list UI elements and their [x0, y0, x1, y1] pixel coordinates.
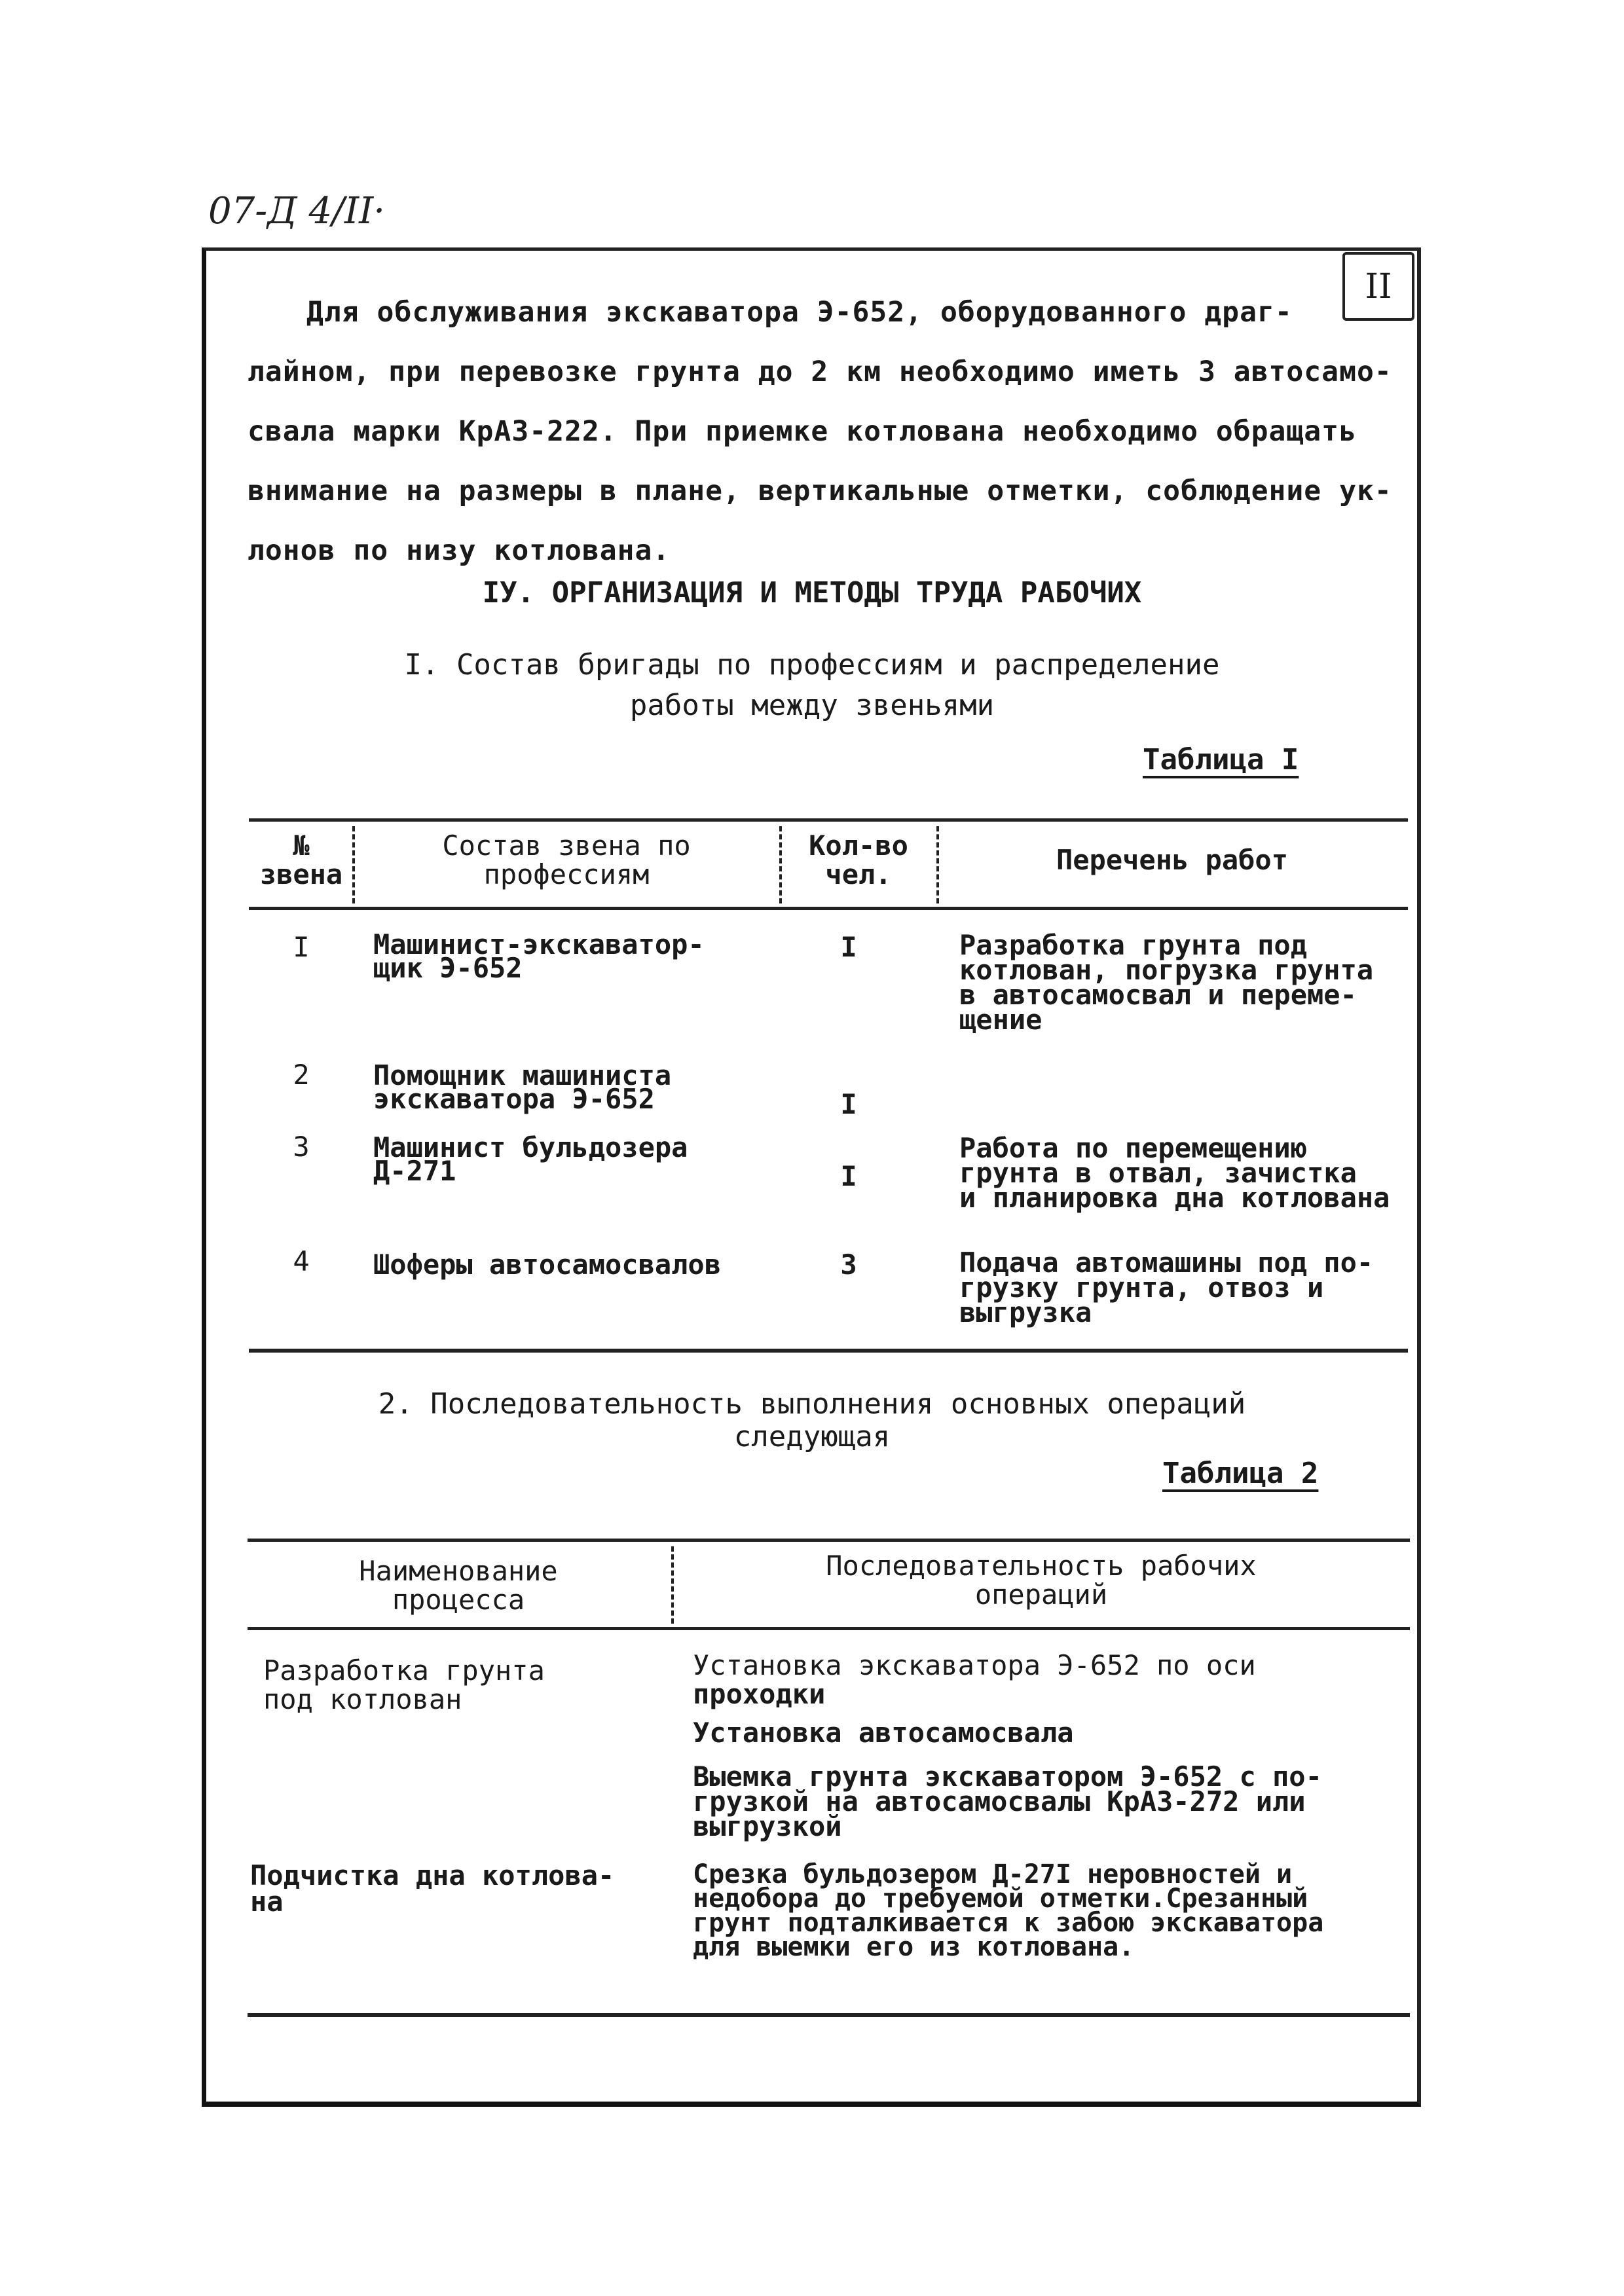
table-1-header-works: Перечень работ — [1056, 844, 1288, 876]
intro-paragraph — [248, 283, 1413, 581]
row-work-line: Работа по перемещению — [959, 1132, 1308, 1164]
handwritten-note: 07-Д 4/II· — [208, 190, 386, 232]
table-1-row-2-qty: I — [840, 1088, 857, 1120]
table-1-label: Таблица I — [1143, 743, 1299, 776]
table-2-col-divider — [671, 1546, 674, 1624]
op-line: для выемки его из котлована. — [693, 1932, 1135, 1962]
table-1-row-4-qty: 3 — [840, 1248, 857, 1281]
op-line: грузкой на автосамосвалы КрАЗ-272 или — [693, 1785, 1306, 1817]
header-qty-line: чел. — [825, 858, 892, 890]
op-line: недобора до требуемой отметки.Срезанный — [693, 1884, 1308, 1914]
table-1-row-2-composition — [373, 1059, 779, 1115]
op-line: Установка экскаватора Э-652 по оси — [693, 1649, 1256, 1681]
table-1-col-divider — [779, 826, 782, 903]
header-num-label: звена — [259, 858, 343, 890]
table-1-row-3-composition — [373, 1131, 779, 1187]
table-2-top-rule — [248, 1539, 1410, 1542]
header-process-line: процесса — [392, 1584, 525, 1616]
row-work-line: и планировка дна котлована — [959, 1182, 1390, 1214]
table-1-header-composition — [360, 831, 773, 889]
table-1-row-1-works — [959, 929, 1411, 1036]
row-work-line: грунта в отвал, зачистка — [959, 1157, 1357, 1189]
process-line: Подчистка дна котлова- — [250, 1859, 615, 1891]
table-2-op-3 — [693, 1760, 1413, 1842]
process-line: Разработка грунта — [263, 1654, 545, 1686]
row-work-line: Подача автомашины под по- — [959, 1247, 1374, 1279]
header-ops-line: операций — [974, 1578, 1108, 1611]
table-1-col-divider — [352, 826, 355, 903]
table-2-op-2: Установка автосамосвала — [693, 1717, 1074, 1749]
table-1-bottom-rule — [249, 1349, 1408, 1353]
process-line: под котлован — [263, 1683, 462, 1715]
row-work-line: выгрузка — [959, 1296, 1092, 1328]
table-1-row-3-works — [959, 1132, 1414, 1214]
table-1-row-2-num: 2 — [293, 1059, 310, 1091]
subsection-2-heading — [249, 1388, 1375, 1453]
table-2-bottom-rule — [248, 2013, 1410, 2017]
table-1-row-1-composition — [373, 928, 779, 984]
intro-line: лонов по низу котлована. — [248, 534, 671, 567]
row-work-line: грузку грунта, отвоз и — [959, 1271, 1324, 1303]
table-2-header-ops — [681, 1552, 1401, 1609]
intro-line: Для обслуживания экскаватора Э-652, оборудованного драг- — [306, 296, 1293, 329]
header-comp-line: профессиям — [483, 858, 650, 890]
row-work-line: Разработка грунта под — [959, 929, 1308, 961]
op-line: проходки — [693, 1678, 826, 1710]
table-1-header-rule — [249, 907, 1408, 910]
row-comp-line: Машинист-экскаватор- — [373, 928, 705, 960]
intro-line: лайном, при перевозке грунта до 2 км необходимо иметь 3 автосамо- — [248, 355, 1392, 388]
process-line: на — [250, 1886, 284, 1918]
subsection-2-line: следующая — [733, 1420, 891, 1453]
table-1-top-rule — [249, 818, 1408, 822]
table-1-row-1-qty: I — [840, 931, 857, 963]
intro-line: свала марки КрАЗ-222. При приемке котлована необходимо обращать — [248, 415, 1357, 448]
row-work-line: котлован, погрузка грунта — [959, 954, 1374, 986]
header-num-symbol: № — [293, 829, 310, 862]
table-1-header-num — [252, 831, 350, 889]
section-heading: IУ. ОРГАНИЗАЦИЯ И МЕТОДЫ ТРУДА РАБОЧИХ — [482, 576, 1142, 610]
op-line: выгрузкой — [693, 1810, 842, 1842]
op-line: Выемка грунта экскаватором Э-652 с по- — [693, 1760, 1322, 1793]
table-1-header-qty — [783, 831, 934, 889]
table-2-header-rule — [248, 1627, 1410, 1630]
header-ops-line: Последовательность рабочих — [826, 1550, 1257, 1582]
row-comp-line: экскаватора Э-652 — [373, 1083, 655, 1115]
row-comp-line: щик Э-652 — [373, 952, 523, 984]
table-2-op-1 — [693, 1651, 1413, 1709]
row-comp-line: Помощник машиниста — [373, 1059, 672, 1091]
row-comp-line: Машинист бульдозера — [373, 1131, 688, 1163]
header-process-line: Наименование — [359, 1555, 558, 1587]
table-2-header-process — [252, 1557, 665, 1614]
table-1-row-3-qty: I — [840, 1160, 857, 1192]
table-1-row-1-num: I — [293, 931, 310, 963]
table-1-col-divider — [936, 826, 939, 903]
table-1-row-4-num: 4 — [293, 1245, 310, 1277]
row-work-line: щение — [959, 1004, 1043, 1036]
subsection-1-line: работы между звеньями — [629, 689, 995, 722]
row-comp-line: Д-271 — [373, 1155, 456, 1187]
table-1-row-4-composition: Шоферы автосамосвалов — [373, 1248, 722, 1281]
header-qty-line: Кол-во — [809, 829, 908, 862]
subsection-2-line: 2. Последовательность выполнения основных операций — [378, 1387, 1246, 1421]
header-comp-line: Состав звена по — [442, 829, 691, 862]
table-2-label: Таблица 2 — [1162, 1457, 1319, 1490]
table-2-process-1 — [263, 1656, 656, 1714]
table-2-op-4 — [693, 1859, 1420, 1962]
op-line: грунт подталкивается к забою экскаватора — [693, 1908, 1324, 1938]
page-number: II — [1365, 266, 1392, 306]
intro-line: внимание на размеры в плане, вертикальные отметки, соблюдение ук- — [248, 475, 1392, 507]
table-2-process-2 — [250, 1859, 643, 1918]
table-1-row-3-num: 3 — [293, 1131, 310, 1163]
subsection-1-line: I. Состав бригады по профессиям и распределение — [404, 648, 1220, 682]
op-line: Срезка бульдозером Д-27I неровностей и — [693, 1859, 1293, 1889]
table-1-row-4-works — [959, 1247, 1411, 1328]
row-work-line: в автосамосвал и переме- — [959, 979, 1357, 1011]
subsection-1-heading — [249, 645, 1375, 726]
